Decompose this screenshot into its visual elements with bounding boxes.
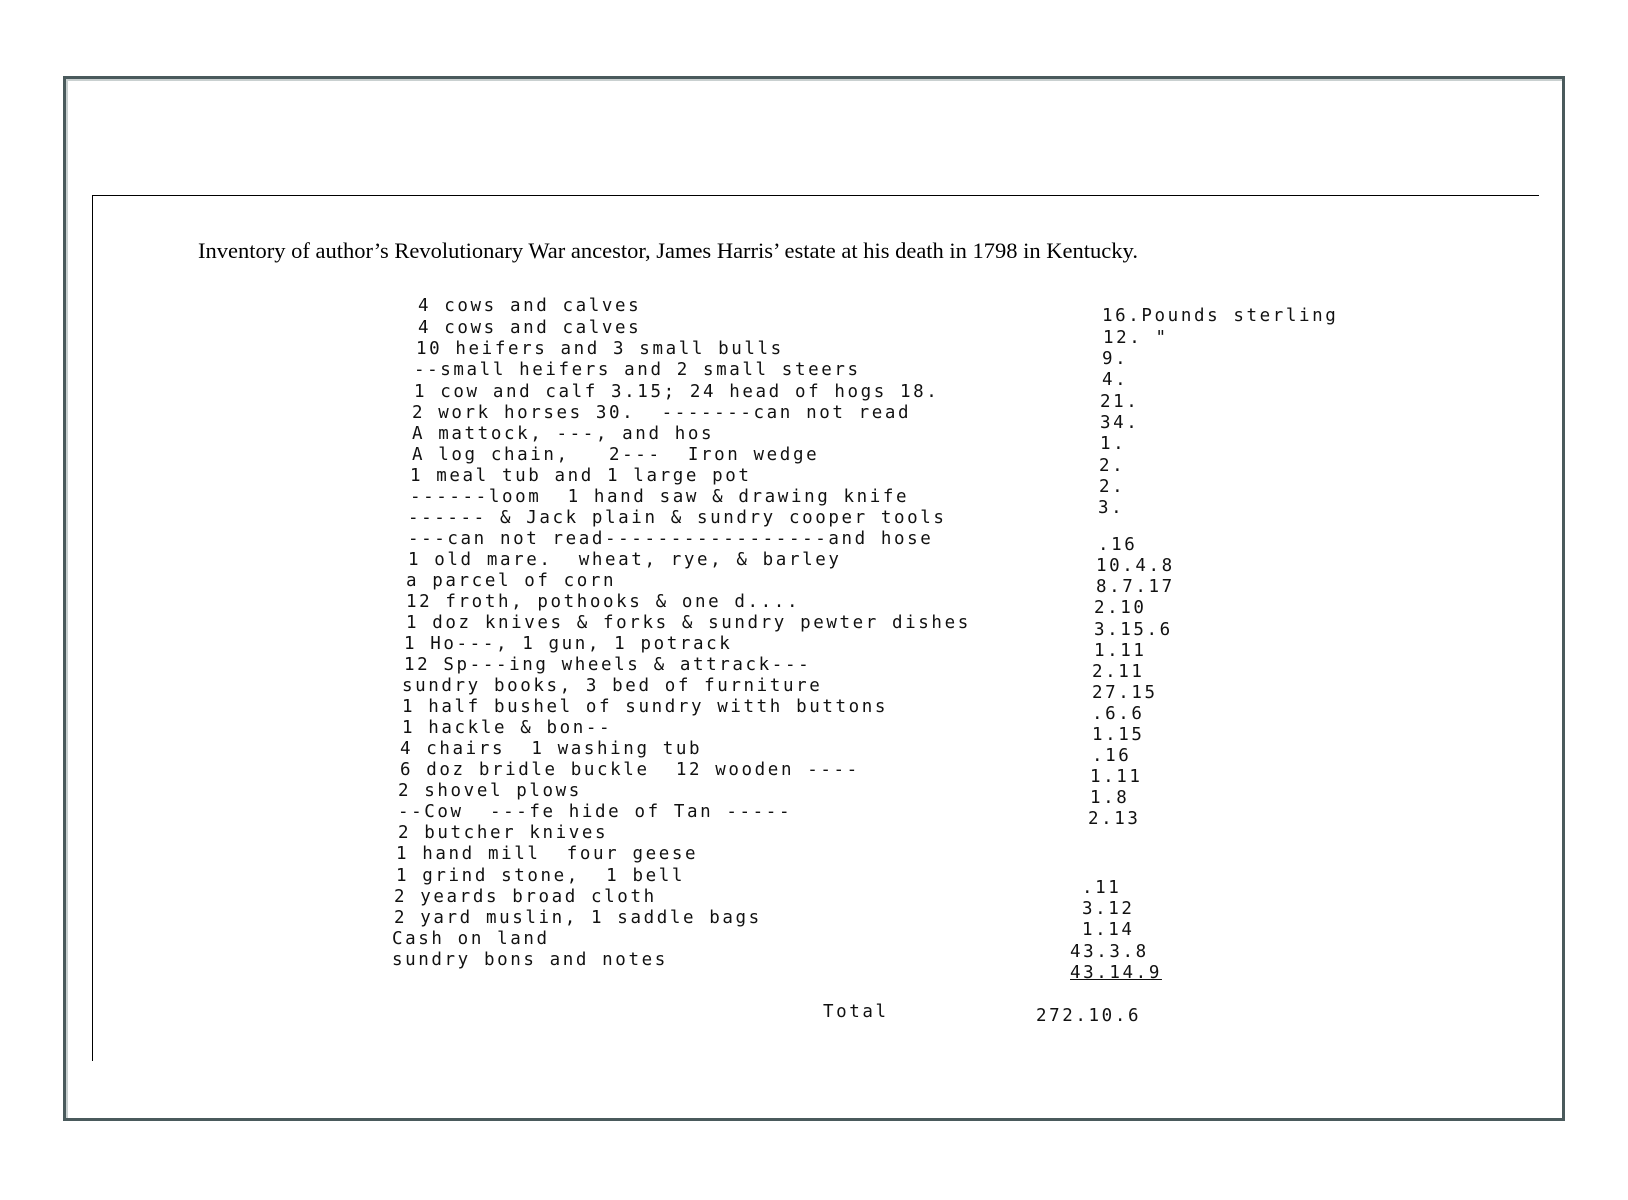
inventory-item-text: ---can not read-----------------and hose	[408, 529, 934, 549]
inventory-item-value: 2.	[1099, 477, 1126, 497]
inventory-item-text: 6 doz bridle buckle 12 wooden ----	[400, 760, 860, 780]
inventory-item-text: A mattock, ---, and hos	[412, 424, 715, 444]
inventory-item-text: 10 heifers and 3 small bulls	[416, 339, 784, 359]
inventory-item-value: .11	[1082, 878, 1122, 898]
inventory-item-text: sundry bons and notes	[392, 950, 668, 970]
inventory-item-text: 12 froth, pothooks & one d....	[406, 592, 801, 612]
inventory-item-value: 4.	[1102, 370, 1129, 390]
inventory-item-value: 1.11	[1094, 641, 1147, 661]
page-frame-inner	[66, 79, 1562, 1118]
inventory-item-value: .16	[1098, 535, 1138, 555]
inventory-item-value: 1.	[1100, 434, 1127, 454]
inventory-item-value: 2.	[1099, 456, 1126, 476]
inventory-item-text: 2 shovel plows	[398, 781, 582, 801]
top-rule	[92, 195, 1539, 196]
inventory-item-text: A log chain, 2--- Iron wedge	[412, 445, 820, 465]
left-rule	[92, 195, 93, 1061]
inventory-item-text: a parcel of corn	[406, 571, 617, 591]
inventory-item-text: 4 chairs 1 washing tub	[400, 739, 703, 759]
inventory-item-text: 12 Sp---ing wheels & attrack---	[404, 655, 812, 675]
inventory-item-text: Cash on land	[392, 929, 550, 949]
inventory-item-value: 3.12	[1082, 899, 1135, 919]
inventory-item-text: 2 yeards broad cloth	[394, 887, 657, 907]
inventory-item-value: .6.6	[1092, 704, 1145, 724]
inventory-item-text: ------ & Jack plain & sundry cooper tools	[408, 508, 947, 528]
inventory-item-text: 2 work horses 30. -------can not read	[412, 403, 912, 423]
inventory-item-text: sundry books, 3 bed of furniture	[402, 676, 823, 696]
total-label: Total	[823, 1002, 889, 1022]
inventory-item-text: 1 doz knives & forks & sundry pewter dishes	[406, 613, 971, 633]
inventory-item-value: 43.14.9	[1070, 963, 1162, 983]
inventory-item-value: 8.7.17	[1096, 577, 1175, 597]
inventory-item-value: 34.	[1100, 413, 1140, 433]
inventory-item-text: 1 old mare. wheat, rye, & barley	[408, 550, 842, 570]
total-value: 272.10.6	[1036, 1006, 1142, 1026]
inventory-item-text: 1 hand mill four geese	[396, 844, 699, 864]
inventory-item-text: 2 butcher knives	[398, 823, 609, 843]
inventory-item-text: 2 yard muslin, 1 saddle bags	[394, 908, 762, 928]
inventory-item-value: 21.	[1100, 392, 1140, 412]
inventory-item-value: 2.13	[1088, 809, 1141, 829]
inventory-item-text: 1 grind stone, 1 bell	[396, 866, 685, 886]
inventory-item-text: 1 meal tub and 1 large pot	[410, 466, 752, 486]
inventory-item-text: --small heifers and 2 small steers	[414, 360, 861, 380]
inventory-item-value: 3.15.6	[1094, 620, 1173, 640]
inventory-item-text: 1 half bushel of sundry witth buttons	[402, 697, 889, 717]
inventory-item-text: 1 cow and calf 3.15; 24 head of hogs 18.	[414, 382, 940, 402]
inventory-item-value: 43.3.8	[1070, 942, 1149, 962]
inventory-item-value: 27.15	[1092, 683, 1158, 703]
inventory-item-value: .16	[1092, 746, 1132, 766]
inventory-item-value: 3.	[1098, 498, 1125, 518]
inventory-item-text: --Cow ---fe hide of Tan -----	[398, 802, 793, 822]
inventory-item-value: 1.8	[1090, 788, 1130, 808]
inventory-item-value: 12. "	[1103, 328, 1169, 348]
inventory-item-text: 1 hackle & bon--	[402, 718, 613, 738]
inventory-item-value: 9.	[1102, 349, 1129, 369]
inventory-item-value: 2.10	[1094, 598, 1147, 618]
inventory-item-text: 4 cows and calves	[418, 296, 642, 316]
inventory-item-value: 1.15	[1092, 725, 1145, 745]
inventory-item-value: 1.11	[1090, 767, 1143, 787]
inventory-item-value: 10.4.8	[1096, 556, 1175, 576]
figure-caption: Inventory of author’s Revolutionary War ancestor, James Harris’ estate at his death in 1798 in Kentucky.	[198, 238, 1138, 263]
inventory-item-value: 2.11	[1092, 662, 1145, 682]
inventory-item-text: 1 Ho---, 1 gun, 1 potrack	[404, 634, 733, 654]
inventory-item-value: 1.14	[1082, 920, 1135, 940]
inventory-item-text: 4 cows and calves	[418, 318, 642, 338]
inventory-item-value: 16.Pounds sterling	[1102, 306, 1339, 326]
inventory-item-text: ------loom 1 hand saw & drawing knife	[410, 487, 910, 507]
